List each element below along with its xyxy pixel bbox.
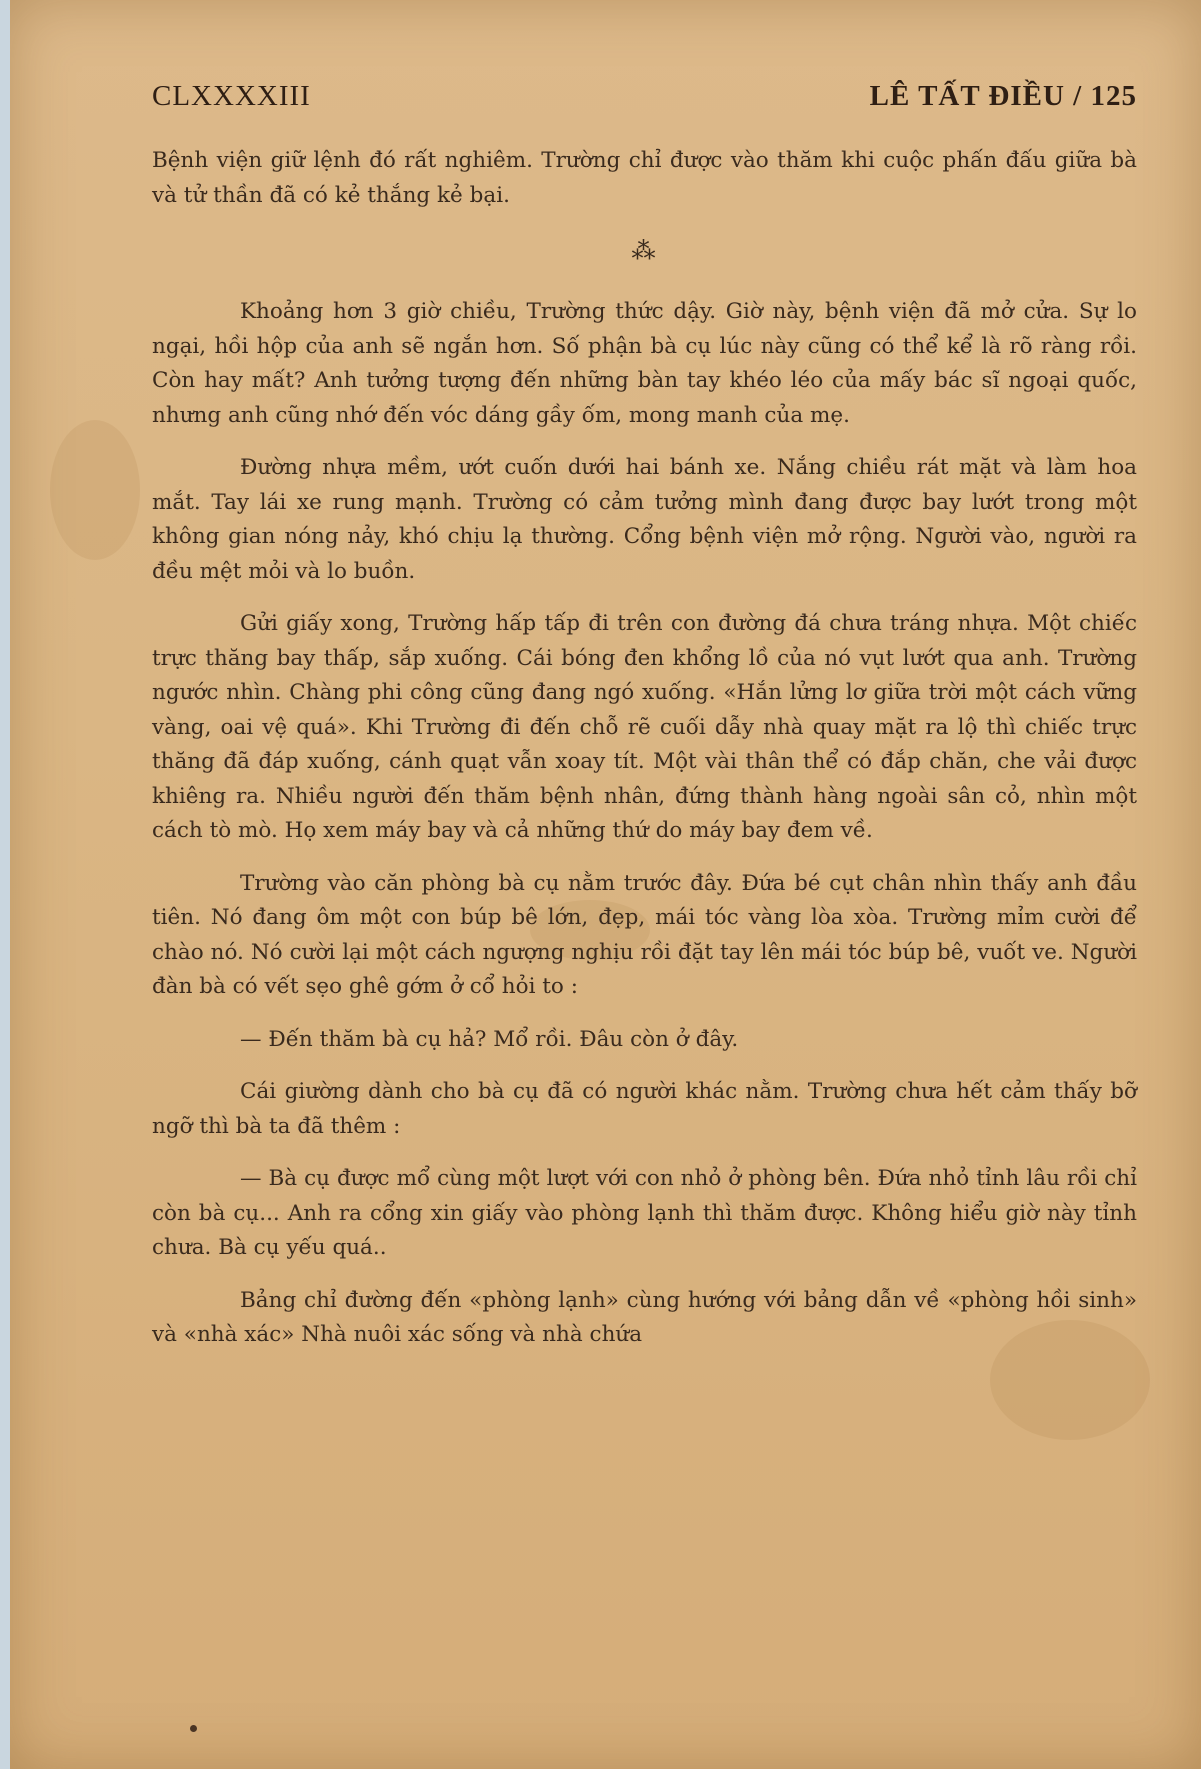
paragraph: Cái giường dành cho bà cụ đã có người khác nằm. Trường chưa hết cảm thấy bỡ ngỡ thì bà ta đã thêm : — [152, 1079, 1137, 1139]
author-page-number: LÊ TẤT ĐIỀU / 125 — [869, 80, 1137, 112]
page-body — [152, 144, 1137, 1353]
dialogue-line: — Bà cụ được mổ cùng một lượt với con nhỏ ở phòng bên. Đứa nhỏ tỉnh lâu rồi chỉ còn bà cụ... Anh ra cổng xin giấy vào phòng lạnh thì thăm được. Không hiểu giờ này tỉnh chưa. Bà cụ yếu quá.. — [152, 1166, 1137, 1260]
book-page — [10, 0, 1201, 1769]
paragraph: Đường nhựa mềm, ướt cuốn dưới hai bánh xe. Nắng chiều rát mặt và làm hoa mắt. Tay lái xe rung mạnh. Trường có cảm tưởng mình đang được bay lướt trong một không gian nóng nảy, khó chịu lạ thường. Cổng bệnh viện mở rộng. Người vào, người ra đều mệt mỏi và lo buồn. — [152, 455, 1137, 584]
page-header — [152, 80, 1137, 120]
chapter-number: CLXXXXIII — [152, 80, 311, 112]
paper-stain — [50, 420, 140, 560]
paragraph: Khoảng hơn 3 giờ chiều, Trường thức dậy. Giờ này, bệnh viện đã mở cửa. Sự lo ngại, hồi hộp của anh sẽ ngắn hơn. Số phận bà cụ lúc này cũng có thể kể là rõ ràng rồi. Còn hay mất? Anh tưởng tượng đến những bàn tay khéo léo của mấy bác sĩ ngoại quốc, nhưng anh cũng nhớ đến vóc dáng gầy ốm, mong manh của mẹ. — [152, 299, 1137, 428]
dialogue-line: — Đến thăm bà cụ hả? Mổ rồi. Đâu còn ở đây. — [240, 1026, 739, 1052]
paragraph: Bệnh viện giữ lệnh đó rất nghiêm. Trường chỉ được vào thăm khi cuộc phấn đấu giữa bà và tử thần đã có kẻ thắng kẻ bại. — [152, 148, 1137, 208]
paragraph: Trường vào căn phòng bà cụ nằm trước đây. Đứa bé cụt chân nhìn thấy anh đầu tiên. Nó đang ôm một con búp bê lớn, đẹp, mái tóc vàng lòa xòa. Trường mỉm cười để chào nó. Nó cười lại một cách ngượng nghịu rồi đặt tay lên mái tóc búp bê, vuốt ve. Người đàn bà có vết sẹo ghê gớm ở cổ hỏi to : — [152, 870, 1137, 999]
section-separator: ⁂ — [631, 237, 658, 265]
ink-dot — [190, 1725, 197, 1732]
paragraph: Gửi giấy xong, Trường hấp tấp đi trên con đường đá chưa tráng nhựa. Một chiếc trực thăng bay thấp, sắp xuống. Cái bóng đen khổng lồ của nó vụt lướt qua anh. Trường ngước nhìn. Chàng phi công cũng đang ngó xuống. «Hắn lửng lơ giữa trời một cách vững vàng, oai vệ quá». Khi Trường đi đến chỗ rẽ cuối dẫy nhà quay mặt ra lộ thì chiếc trực thăng đã đáp xuống, cánh quạt vẫn xoay tít. Một vài thân thể có đắp chăn, che vải được khiêng ra. Nhiều người đến thăm bệnh nhân, đứng thành hàng ngoài sân cỏ, nhìn một cách tò mò. Họ xem máy bay và cả những thứ do máy bay đem về. — [152, 611, 1137, 843]
paragraph: Bảng chỉ đường đến «phòng lạnh» cùng hướng với bảng dẫn về «phòng hồi sinh» và «nhà xác» Nhà nuôi xác sống và nhà chứa — [152, 1287, 1137, 1347]
